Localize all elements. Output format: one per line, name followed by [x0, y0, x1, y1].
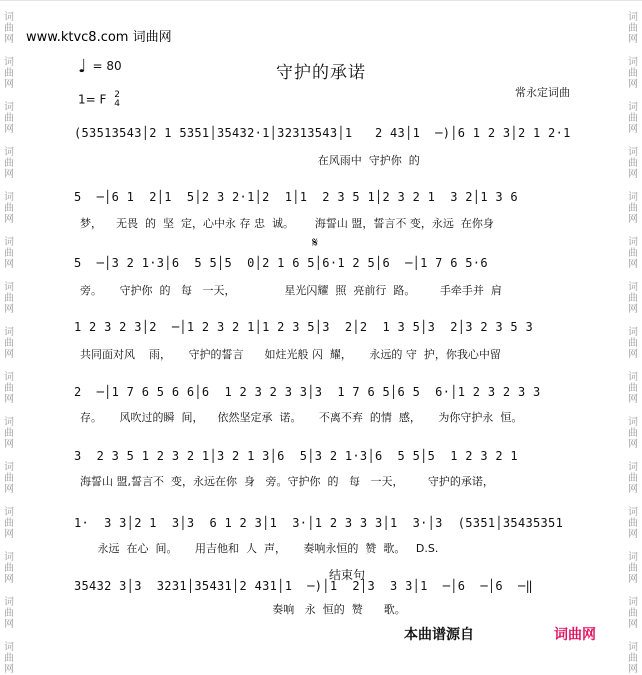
score-row-5: 2 ─│1 7 6 5 6 6│6 1 2 3 2 3 3│3 1 7 6 5│6 5 6·│1 2 3 2 3 3 [74, 385, 541, 399]
song-title: 守护的承诺 [276, 63, 366, 83]
watermark-block: 词 曲 网 [4, 237, 14, 270]
site-name[interactable]: 词曲网 [132, 30, 172, 45]
watermark-block: 词 曲 网 [4, 552, 14, 585]
ending-label: 结束句 [329, 568, 366, 582]
tempo-marking [78, 56, 122, 77]
watermark-block: 词 曲 网 [628, 12, 638, 45]
watermark-block: 词 曲 网 [4, 507, 14, 540]
watermark-block: 词 曲 网 [628, 597, 638, 630]
source-note: 本曲谱源自 [404, 627, 474, 643]
watermark-block: 词 曲 网 [628, 147, 638, 180]
site-url[interactable]: www.ktvc8.com [26, 30, 129, 45]
left-watermark-strip [2, 0, 16, 675]
score-row-4: 1 2 3 2 3│2 ─│1 2 3 2 1│1 2 3 5│3 2│2 1 3 5│3 2│3 2 3 5 3 [74, 320, 534, 334]
time-top: 2 [114, 90, 120, 100]
watermark-block: 词 曲 网 [628, 462, 638, 495]
right-watermark-strip [626, 0, 640, 675]
watermark-block: 词 曲 网 [4, 642, 14, 675]
watermark-block: 词 曲 网 [4, 597, 14, 630]
segno-sign: 𝄋 [312, 235, 319, 251]
top-border [0, 0, 642, 1]
site-header[interactable] [26, 26, 172, 45]
watermark-block: 词 曲 网 [628, 57, 638, 90]
brand-link[interactable]: 词曲网 [554, 627, 596, 643]
watermark-block: 词 曲 网 [4, 102, 14, 135]
lyrics-row-2: 梦， 无畏 的 坚 定，心中永 存 忠 诚。 海誓山 盟，誓言不 变，永远 在你身 [80, 217, 494, 230]
key-text: 1= F [78, 92, 107, 107]
watermark-block: 词 曲 网 [628, 102, 638, 135]
watermark-block: 词 曲 网 [4, 57, 14, 90]
time-signature [114, 91, 120, 109]
watermark-block: 词 曲 网 [628, 237, 638, 270]
watermark-block: 词 曲 网 [628, 507, 638, 540]
tempo-value: = 80 [92, 59, 122, 73]
lyrics-row-7: 永远 在心 间。 用吉他和 人 声， 奏响永恒的 赞 歌。 D.S. [80, 542, 439, 555]
author-credit: 常永定词曲 [515, 86, 570, 99]
watermark-block: 词 曲 网 [628, 372, 638, 405]
lyrics-row-1: 在风雨中 守护你 的 [80, 154, 420, 167]
key-signature [78, 91, 120, 109]
watermark-block: 词 曲 网 [4, 372, 14, 405]
watermark-block: 词 曲 网 [4, 462, 14, 495]
watermark-block: 词 曲 网 [4, 147, 14, 180]
watermark-block: 词 曲 网 [628, 417, 638, 450]
watermark-block: 词 曲 网 [628, 642, 638, 675]
time-bottom: 4 [114, 99, 120, 109]
watermark-block: 词 曲 网 [628, 192, 638, 225]
watermark-block: 词 曲 网 [4, 192, 14, 225]
score-row-6: 3 2 3 5 1 2 3 2 1│3 2 1 3│6 5│3 2 1·3│6 5 5│5 1 2 3 2 1 [74, 449, 518, 463]
watermark-block: 词 曲 网 [628, 282, 638, 315]
quarter-note-icon: ♩ [78, 56, 87, 77]
watermark-block: 词 曲 网 [628, 552, 638, 585]
lyrics-row-5: 存。 风吹过的瞬 间， 依然坚定承 诺。 不离不弃 的情 感， 为你守护永 恒。 [80, 411, 523, 424]
score-row-3: 5 ─│3 2 1·3│6 5 5│5 0│2 1 6 5│6·1 2 5│6 ─│1 7 6 5·6 [74, 256, 488, 270]
score-row-7: 1· 3 3│2 1 3│3 6 1 2 3│1 3·│1 2 3 3 3│1 3·│3 (5351│35435351 [74, 516, 564, 530]
watermark-block: 词 曲 网 [4, 282, 14, 315]
lyrics-row-3: 旁。 守护你 的 每 一天， 星光闪耀 照 亮前行 路。 手牵手并 肩 [80, 284, 502, 297]
watermark-block: 词 曲 网 [4, 327, 14, 360]
watermark-block: 词 曲 网 [4, 12, 14, 45]
score-row-8: 35432 3│3 3231│35431│2 431│1 ─)│1 2│3 3 3│1 ─│6 ─│6 ─‖ [74, 579, 534, 593]
lyrics-row-8: 奏响 永 恒的 赞 歌。 [80, 603, 406, 616]
lyrics-row-4: 共同面对风 雨， 守护的誓言 如炷光般 闪 耀， 永远的 守 护，你我心中留 [80, 348, 501, 361]
lyrics-row-6: 海誓山 盟,誓言不 变，永远在你 身 旁。守护你 的 每 一天， 守护的承诺， [80, 475, 494, 488]
watermark-block: 词 曲 网 [4, 417, 14, 450]
watermark-block: 词 曲 网 [628, 327, 638, 360]
score-row-1: (53513543│2 1 5351│35432·1│32313543│1 2 43│1 ─)│6 1 2 3│2 1 2·1 [74, 126, 571, 140]
score-row-2: 5 ─│6 1 2│1 5│2 3 2·1│2 1│1 2 3 5 1│2 3 2 1 3 2│1 3 6 [74, 190, 518, 204]
